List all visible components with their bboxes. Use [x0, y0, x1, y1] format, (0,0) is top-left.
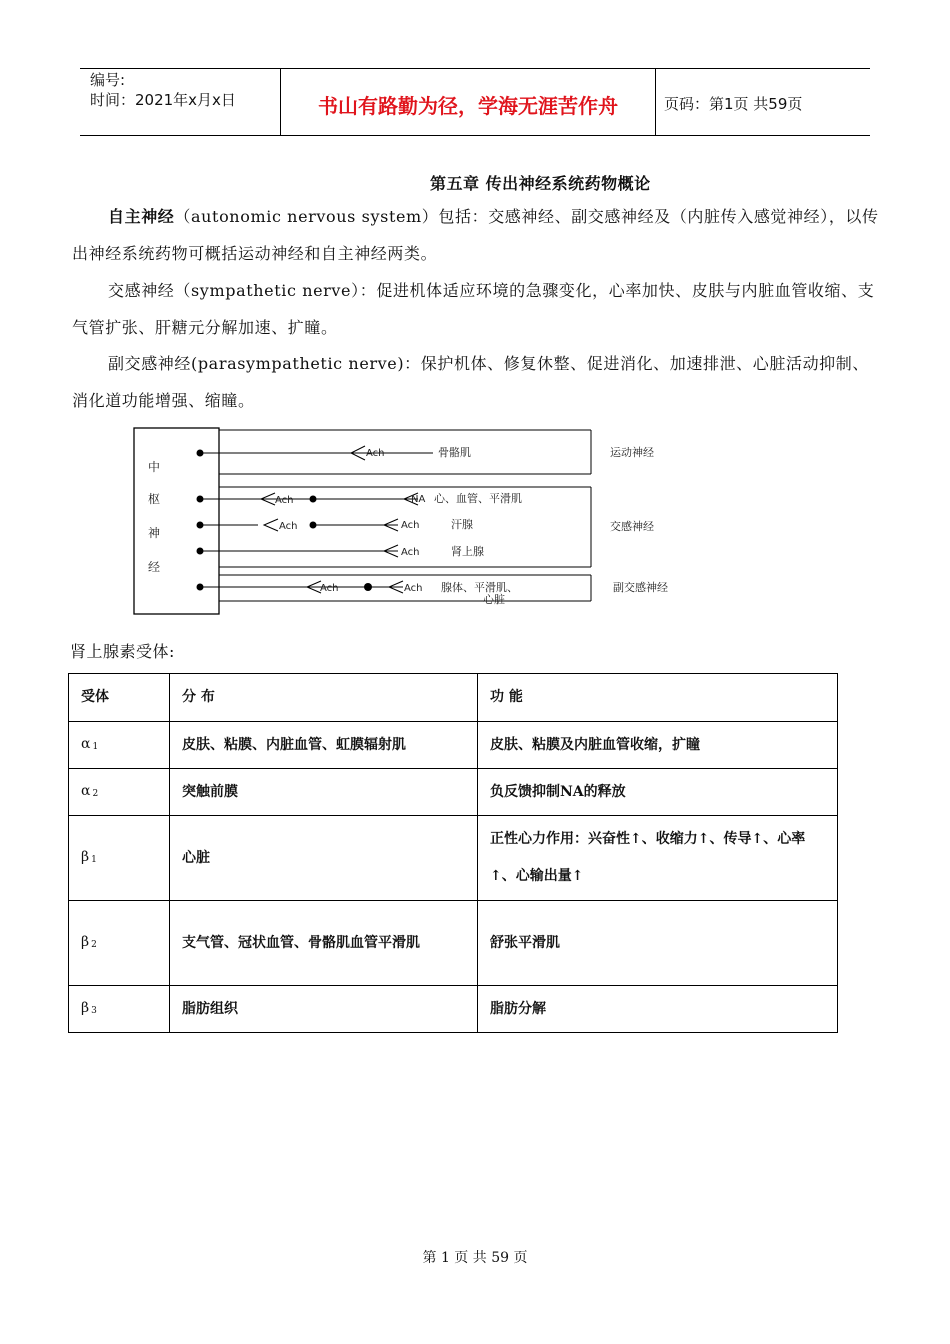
receptor-subscript: 1: [92, 741, 99, 752]
paragraph-autonomic: [72, 198, 884, 272]
receptor-cell: [69, 986, 170, 1033]
sympathetic-origin-dot-2: [197, 522, 204, 529]
receptor-symbol: α: [81, 782, 91, 799]
table-header-row: [69, 674, 838, 722]
distribution-cell: 皮肤、粘膜、内脏血管、虹膜辐射肌: [170, 722, 478, 769]
sympathetic-origin-dot-1: [197, 496, 204, 503]
header-bottom-rule: [80, 135, 870, 136]
receptor-subscript: 2: [92, 788, 99, 799]
function-cell: 舒张平滑肌: [478, 901, 838, 986]
para-ach-label-2: Ach: [404, 583, 423, 594]
sym-ach-label-1: Ach: [275, 495, 294, 506]
cns-char-1: 中: [148, 460, 161, 474]
header-function: 功 能: [478, 674, 838, 722]
sympathetic-nerve-group: [200, 487, 591, 567]
table-caption: 肾上腺素受体:: [70, 642, 175, 661]
sym-ach-label-3: Ach: [401, 520, 420, 531]
doc-number-label: 编号:: [90, 71, 126, 89]
table-row: [69, 816, 838, 901]
para-origin-dot: [197, 584, 204, 591]
distribution-cell: 突触前膜: [170, 769, 478, 816]
adrenal-label: 肾上腺: [451, 545, 484, 558]
receptor-subscript: 3: [91, 1005, 97, 1016]
distribution-cell: 支气管、冠状血管、骨骼肌血管平滑肌: [170, 901, 478, 986]
distribution-cell: 脂肪组织: [170, 986, 478, 1033]
parasympathetic-nerve-label: 副交感神经: [613, 581, 668, 594]
term-autonomic: 自主神经: [108, 207, 175, 226]
header-divider-right: [655, 68, 656, 135]
heart-vessel-smooth-label: 心、血管、平滑肌: [434, 492, 522, 505]
receptor-symbol: β: [81, 999, 90, 1016]
receptor-cell: [69, 816, 170, 901]
efferent-nerve-diagram: [133, 427, 733, 617]
skeletal-muscle-label: 骨骼肌: [438, 446, 471, 459]
receptor-symbol: β: [81, 848, 90, 865]
motor-nerve-group: [200, 430, 591, 474]
header-receptor: 受体: [69, 674, 170, 722]
sympathetic-nerve-label: 交感神经: [610, 520, 654, 533]
paragraph-autonomic-text: （autonomic nervous system）包括：交感神经、副交感神经及（内脏传入感觉神经），以传出神经系统药物可概括运动神经和自主神经两类。: [72, 207, 879, 263]
sympathetic-origin-dot-3: [197, 548, 204, 555]
function-cell: 正性心力作用：兴奋性↑、收缩力↑、传导↑、心率↑、心输出量↑: [478, 816, 838, 901]
sym-ach-label-4: Ach: [401, 547, 420, 558]
table-row: [69, 986, 838, 1033]
page-footer: 第 1 页 共 59 页: [422, 1250, 528, 1266]
sympathetic-ganglion-dot-2: [310, 522, 317, 529]
function-cell: 脂肪分解: [478, 986, 838, 1033]
sweat-gland-label: 汗腺: [451, 518, 473, 531]
header-distribution: 分 布: [170, 674, 478, 722]
motor-origin-dot: [197, 450, 204, 457]
paragraph-parasympathetic: 副交感神经(parasympathetic nerve)：保护机体、修复休整、促进消化、加速排泄、心脏活动抑制、消化道功能增强、缩瞳。: [72, 354, 869, 410]
paragraph-sympathetic: 交感神经（sympathetic nerve）：促进机体适应环境的急骤变化，心率加快、皮肤与内脏血管收缩、支气管扩张、肝糖元分解加速、扩瞳。: [72, 281, 875, 337]
motor-nerve-label: 运动神经: [610, 446, 654, 459]
receptor-subscript: 2: [91, 939, 97, 950]
cns-char-2: 枢: [148, 492, 161, 506]
adrenergic-receptor-table: [68, 673, 838, 1033]
table-row: [69, 722, 838, 769]
parasympathetic-nerve-group: [200, 575, 591, 601]
header-page-code: 页码：第1页 共59页: [664, 95, 803, 113]
table-row: [69, 769, 838, 816]
table-row: [69, 901, 838, 986]
heart-label: 心脏: [483, 593, 505, 606]
distribution-cell: 心脏: [170, 816, 478, 901]
cns-char-3: 神: [148, 526, 161, 540]
receptor-subscript: 1: [91, 854, 97, 865]
header-meta: [90, 70, 236, 110]
cns-box: [134, 428, 219, 614]
receptor-symbol: α: [81, 735, 91, 752]
header-motto: 书山有路勤为径，学海无涯苦作舟: [318, 94, 618, 118]
para-ach-label-1: Ach: [320, 583, 339, 594]
chapter-title: 第五章 传出神经系统药物概论: [430, 174, 651, 193]
function-cell: 皮肤、粘膜及内脏血管收缩，扩瞳: [478, 722, 838, 769]
sym-ach-label-2: Ach: [279, 521, 298, 532]
doc-time-label: 时间：2021年x月x日: [90, 91, 236, 109]
glands-smooth-label: 腺体、平滑肌、: [441, 581, 518, 594]
cns-char-4: 经: [148, 560, 161, 574]
sympathetic-ganglion-dot-1: [310, 496, 317, 503]
function-cell: 负反馈抑制NA的释放: [478, 769, 838, 816]
header-top-rule: [80, 68, 870, 69]
header-divider-left: [280, 68, 281, 135]
motor-ach-label: Ach: [366, 448, 385, 459]
receptor-cell: [69, 722, 170, 769]
sym-na-label: NA: [411, 494, 426, 505]
receptor-symbol: β: [81, 933, 90, 950]
para-ganglion-dot: [364, 583, 372, 591]
receptor-cell: [69, 769, 170, 816]
receptor-cell: [69, 901, 170, 986]
